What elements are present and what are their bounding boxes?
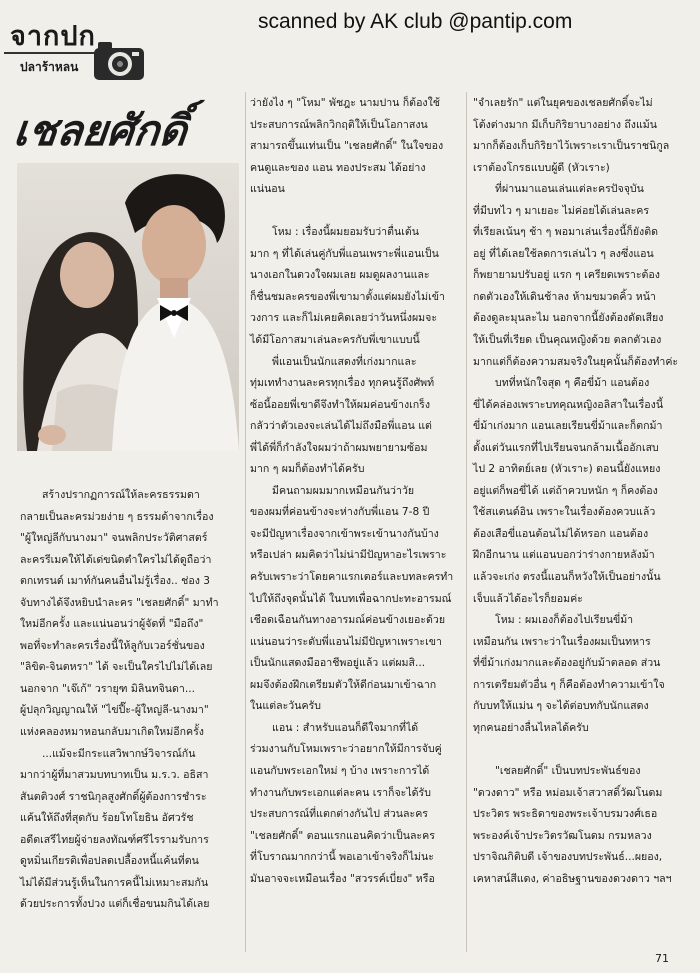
- text-line: จับทางได้จึงหยิบนำละคร "เชลยศักดิ์" มาทำ: [20, 596, 219, 609]
- couple-photo-illustration: [17, 163, 239, 451]
- text-line: หรือเปล่า ผมคิดว่าไม่น่ามีปัญหาอะไรเพราะ: [250, 549, 447, 562]
- article-column-middle: [250, 93, 460, 890]
- text-line: แค้นให้ถึงที่สุดกับ ร้อยโทโยธิน อัศวรัช: [20, 812, 194, 825]
- text-line: "จำเลยรัก" แต่ในยุคของเชลยศักดิ์จะไม่: [473, 97, 653, 109]
- text-line: ต้องดูละมุนละไม นอกจากนี้ยังต้องดัดเสียง: [473, 312, 664, 325]
- text-line: บทที่หนักใจสุด ๆ คือขี่ม้า แอนต้อง: [495, 377, 650, 390]
- text-line: โหม : ผมเองก็ต้องไปเรียนขี่ม้า: [495, 614, 634, 627]
- text-line: ทุ่มเททำงานละครทุกเรื่อง ทุกคนรู้ถึงศัพท์: [250, 377, 435, 390]
- text-line: ทุกคนอย่างลื่นไหลได้ครับ: [473, 721, 589, 734]
- text-line: ไป 2 อาทิตย์เลย (หัวเราะ) ตอนนี้ยังแหยง: [473, 463, 661, 476]
- text-line: ที่มีบทไว ๆ มาเยอะ ไม่ค่อยได้เล่นละคร: [473, 204, 650, 217]
- text-line: เป็นนักแสดงมืออาชีพอยู่แล้ว แต่ผมสิ...: [250, 657, 426, 670]
- text-line: ขี่ม้าเก่งมาก แอนเลยเรียนขี่ม้าและก็ตกม้า: [473, 420, 663, 433]
- text-line: นอกจาก "เจ๊เก้" วรายุฑ มิลินทจินดา...: [20, 682, 195, 695]
- text-line: โหม : เรื่องนี้ผมยอมรับว่าตื่นเต้น: [272, 226, 419, 239]
- text-line: ดูหมิ่นเกียรติเพื่อปลดเปลื้องหนี้แค้นที่ตน: [20, 855, 199, 868]
- section-title: จากปก: [10, 21, 96, 52]
- text-line: ขี่ได้คล่องเพราะบทคุณหญิงอลิสาในเรื่องนี้: [473, 398, 664, 411]
- text-line: อยู่ ที่ได้เลยใช้ลดการเล่นไว ๆ ลงซึ่งแอน: [473, 247, 654, 260]
- section-subtitle: ปลาร้าหลน: [20, 60, 79, 74]
- text-line: "ดวงดาว" หรือ หม่อมเจ้าสวาสดิ์วัฒโนดม: [473, 786, 663, 799]
- text-line: ได้มีโอกาสมาเล่นละครกับพี่เขาแบบนี้: [250, 334, 420, 347]
- text-line: การเตรียมตัวอื่น ๆ ก็คือต้องทำความเข้าใจ: [473, 678, 665, 691]
- text-line: ซ้อนี้ออยพี่เขาดีจึงทำให้ผมค่อนข้างเกร็ง: [250, 398, 431, 411]
- text-line: ใหม่อีกครั้ง และแน่นอนว่าผู้จัดที่ "มือถึง": [20, 618, 204, 631]
- text-line: ร่วมงานกับโหมเพราะว่าอยากให้มีการจับคู่: [250, 743, 442, 756]
- text-line: "เชลยศักดิ์" เป็นบทประพันธ์ของ: [495, 764, 641, 777]
- text-line: ...แม้จะมีกระแสวิพากษ์วิจารณ์กัน: [42, 747, 196, 760]
- text-line: มากว่าผู้ที่มาสวมบทบาทเป็น ม.ร.ว. อธิสา: [20, 769, 209, 782]
- text-line: "เชลยศักดิ์" ตอนแรกแอนคิดว่าเป็นละคร: [250, 829, 435, 842]
- article-column-left: [20, 485, 242, 916]
- text-line: ที่เรียลเน้นๆ ช้า ๆ พอมาเล่นเรื่องนี้ก็ยังติด: [473, 226, 658, 239]
- text-line: ที่ผ่านมาแอนเล่นแต่ละครปัจจุบัน: [495, 183, 644, 196]
- text-line: [250, 201, 460, 223]
- text-line: เชือดเฉือนกันทางอารมณ์ค่อนข้างเยอะด้วย: [250, 614, 446, 627]
- text-line: ว่ายังไง ๆ "โหม" พัชฎะ นามปาน ก็ต้องใช้: [250, 97, 440, 109]
- text-line: คนดูและของ แอน ทองประสม ได้อย่าง: [250, 161, 426, 174]
- text-line: มากก็ต้องเก็บกิริยาไว้เพราะเราเป็นราชนิกูล: [473, 140, 670, 153]
- couple-photo: [17, 163, 239, 451]
- text-line: แน่นอน: [250, 183, 285, 196]
- text-line: ครับเพราะว่าโดยคาแรกเตอร์และบทละครทำ: [250, 571, 454, 584]
- text-line: เคหาสน์สีแดง, ค่าอธิษฐานของดวงดาว ฯลฯ: [473, 872, 672, 885]
- text-line: พระองค์เจ้าประวิตรวัฒโนดม กรมหลวง: [473, 829, 652, 842]
- text-line: สามารถขึ้นแท่นเป็น "เชลยศักดิ์" ในใจของ: [250, 140, 444, 153]
- text-line: วงการ และก็ไม่เคยคิดเลยว่าวันหนึ่งผมจะ: [250, 312, 438, 325]
- text-line: พี่แอนเป็นนักแสดงที่เก่งมากและ: [272, 355, 417, 368]
- text-line: "ลิขิต-จินตหรา" ได้ จะเป็นใครไปไม่ได้เลย: [20, 661, 213, 674]
- text-line: กดตัวเองให้เดินช้าลง ห้ามขมวดคิ้ว หน้า: [473, 290, 656, 303]
- text-line: แน่นอนว่าระดับพี่แอนไม่มีปัญหาเพราะเขา: [250, 635, 442, 648]
- text-line: ให้เป็นที่เรียด เป็นคุณหญิงด้วย ตลกตัวเอง: [473, 334, 662, 347]
- text-line: ผู้ปลุกวิญญาณให้ "ไข่ปี๊ะ-ผู้ใหญ่ลี-นางมา": [20, 704, 209, 717]
- text-line: "ผู้ใหญ่ลีกับนางมา" จนพลิกประวัติศาสตร์: [20, 532, 208, 545]
- text-line: ทำงานกับพระเอกแต่ละคน เราก็จะได้รับ: [250, 786, 431, 799]
- text-line: ที่โบราณมากกว่านี้ พอเอาเข้าจริงก็ไม่นะ: [250, 851, 434, 864]
- header-rule: [4, 52, 100, 54]
- text-line: พี่ได้พี่ก็กำลังใจผมว่าถ้าผมพยายามซ้อม: [250, 441, 428, 454]
- text-line: ก็พยายามปรับอยู่ แรก ๆ เครียดเพราะต้อง: [473, 269, 660, 282]
- text-line: ไปให้ถึงจุดนั้นได้ ในบทเพื่อฉากปะทะอารมณ์: [250, 592, 452, 605]
- page-number: 71: [655, 952, 669, 965]
- text-line: แอนกับพระเอกใหม่ ๆ บ้าง เพราะการได้: [250, 764, 430, 777]
- text-line: ใช้สแตนด์อิน เพราะในเรื่องต้องควบแล้ว: [473, 506, 656, 519]
- text-line: กับบทให้แม่น ๆ จะได้ต่อบทกับนักแสดง: [473, 700, 649, 713]
- text-line: ตั้งแต่วันแรกที่ไปเรียนจนกล้ามเนื้ออักเสบ: [473, 441, 659, 454]
- text-line: ของผมที่ค่อนข้างจะห่างกับพี่แอน 7-8 ปี: [250, 506, 430, 519]
- text-line: ด้วยประการทั้งปวง แต่ก็เชื่อขนมกินได้เลย: [20, 898, 210, 911]
- scan-credit: scanned by AK club @pantip.com: [258, 10, 573, 33]
- text-line: ก็ชื่นชมละครของพี่เขามาตั้งแต่ผมยังไม่เข้า: [250, 290, 445, 303]
- text-line: แอน : สำหรับแอนก็ดีใจมากที่ได้: [272, 721, 419, 734]
- article-column-right: [473, 93, 685, 890]
- text-line: แห่งคลองหมาหอนกลับมาเกิดใหม่อีกครั้ง: [20, 726, 204, 739]
- text-line: ฝึกอีกนาน แต่แอนบอกว่าร่างกายหลังม้า: [473, 549, 655, 562]
- text-line: มีคนถามผมมากเหมือนกันว่าวัย: [272, 484, 415, 497]
- text-line: มากแต่ก็ต้องความสมจริงในยุคนั้นก็ต้องทำค่ะ: [473, 355, 679, 368]
- text-line: นางเอกในดวงใจผมเลย ผมดูผลงานและ: [250, 269, 430, 282]
- text-line: มาก ๆ ผมก็ต้องทำได้ครับ: [250, 463, 365, 476]
- column-divider: [466, 92, 467, 952]
- text-line: ตกเทรนด์ เมาท์กันคนอื่นไม่รู้เรื่อง.. ช่อง 3: [20, 575, 210, 588]
- text-line: ต้องเสือขี่แอนต้อนไม่ได้หรอก แอนต้อง: [473, 527, 649, 540]
- text-line: อยู่แต่ก็พอขี่ได้ แต่ถ้าควบหนัก ๆ ก็คงต้อง: [473, 484, 658, 497]
- text-line: สันตติวงศ์ ราชนิกุลสูงศักดิ์ผู้ต้องการชำระ: [20, 790, 207, 803]
- text-line: จะมีปัญหาเรื่องจากเข้าพระเข้านางกันบ้าง: [250, 527, 439, 540]
- text-line: ที่ขี่ม้าเก่งมากและต้องอยู่กับม้าตลอด ส่วน: [473, 657, 661, 670]
- text-line: เราต้องโกรธแบบผู้ดี (หัวเราะ): [473, 161, 610, 174]
- text-line: เจ็บแล้วได้อะไรก็ยอมค่ะ: [473, 592, 583, 605]
- text-line: โต้งต่างมาก มีเก็บกิริยาบางอย่าง ถึงแม้น: [473, 118, 658, 131]
- text-line: กลายเป็นละครม่วยง่าย ๆ ธรรมด้าจากเรื่อง: [20, 510, 214, 523]
- text-line: ประสบการณ์ที่แตกต่างกันไป ส่วนละคร: [250, 808, 428, 821]
- text-line: ผมจึงต้องฝึกเตรียมตัวให้ดีก่อนมาเข้าฉาก: [250, 678, 437, 691]
- text-line: [473, 739, 685, 761]
- text-line: ไม่ได้มีส่วนรู้เห็นในการคนี้ไม่เหมาะสมกัน: [20, 876, 209, 889]
- column-divider: [245, 92, 246, 952]
- text-line: มันอาจจะเหมือนเรื่อง "สวรรค์เบี่ยง" หรือ: [250, 872, 435, 885]
- text-line: เหมือนกัน เพราะว่าในเรื่องผมเป็นทหาร: [473, 635, 651, 648]
- text-line: ในแต่ละวันครับ: [250, 700, 321, 713]
- text-line: ละครรีเมคให้ได้เด่ขนิดตำใครไม่ได้ดูถือว่า: [20, 553, 212, 566]
- text-line: แล้วจะเก่ง ตรงนี้แอนก็หวังให้เป็นอย่างนั้น: [473, 571, 661, 584]
- section-header: [4, 14, 154, 86]
- text-line: ปราจิณกิติบดี เจ้าของบทประพันธ์...ผยอง,: [473, 851, 663, 864]
- camera-icon: [90, 38, 148, 84]
- text-line: ประวิตร พระธิดาของพระเจ้าบรมวงศ์เธอ: [473, 808, 658, 821]
- article-headline: เชลยศักดิ์: [11, 106, 190, 155]
- text-line: ประสบการณ์พลิกวิกฤติให้เป็นโอกาสงน: [250, 118, 428, 131]
- text-line: กลัวว่าตัวเองจะเล่นได้ไม่ถึงมือพี่แอน แต่: [250, 420, 432, 433]
- text-line: พอที่จะทำละครเรื่องนี้ให้ลูกับเวอร์ชั่นของ: [20, 639, 205, 652]
- text-line: มาก ๆ ที่ได้เล่นคู่กับพี่แอนเพราะพี่แอนเป็น: [250, 247, 439, 260]
- text-line: อดีตเสรีไทยผู้จ่ายลงทัณฑ์ศรีไรรามรับการ: [20, 833, 209, 846]
- text-line: สร้างปรากฏการณ์ให้ละครธรรมดา: [42, 489, 200, 501]
